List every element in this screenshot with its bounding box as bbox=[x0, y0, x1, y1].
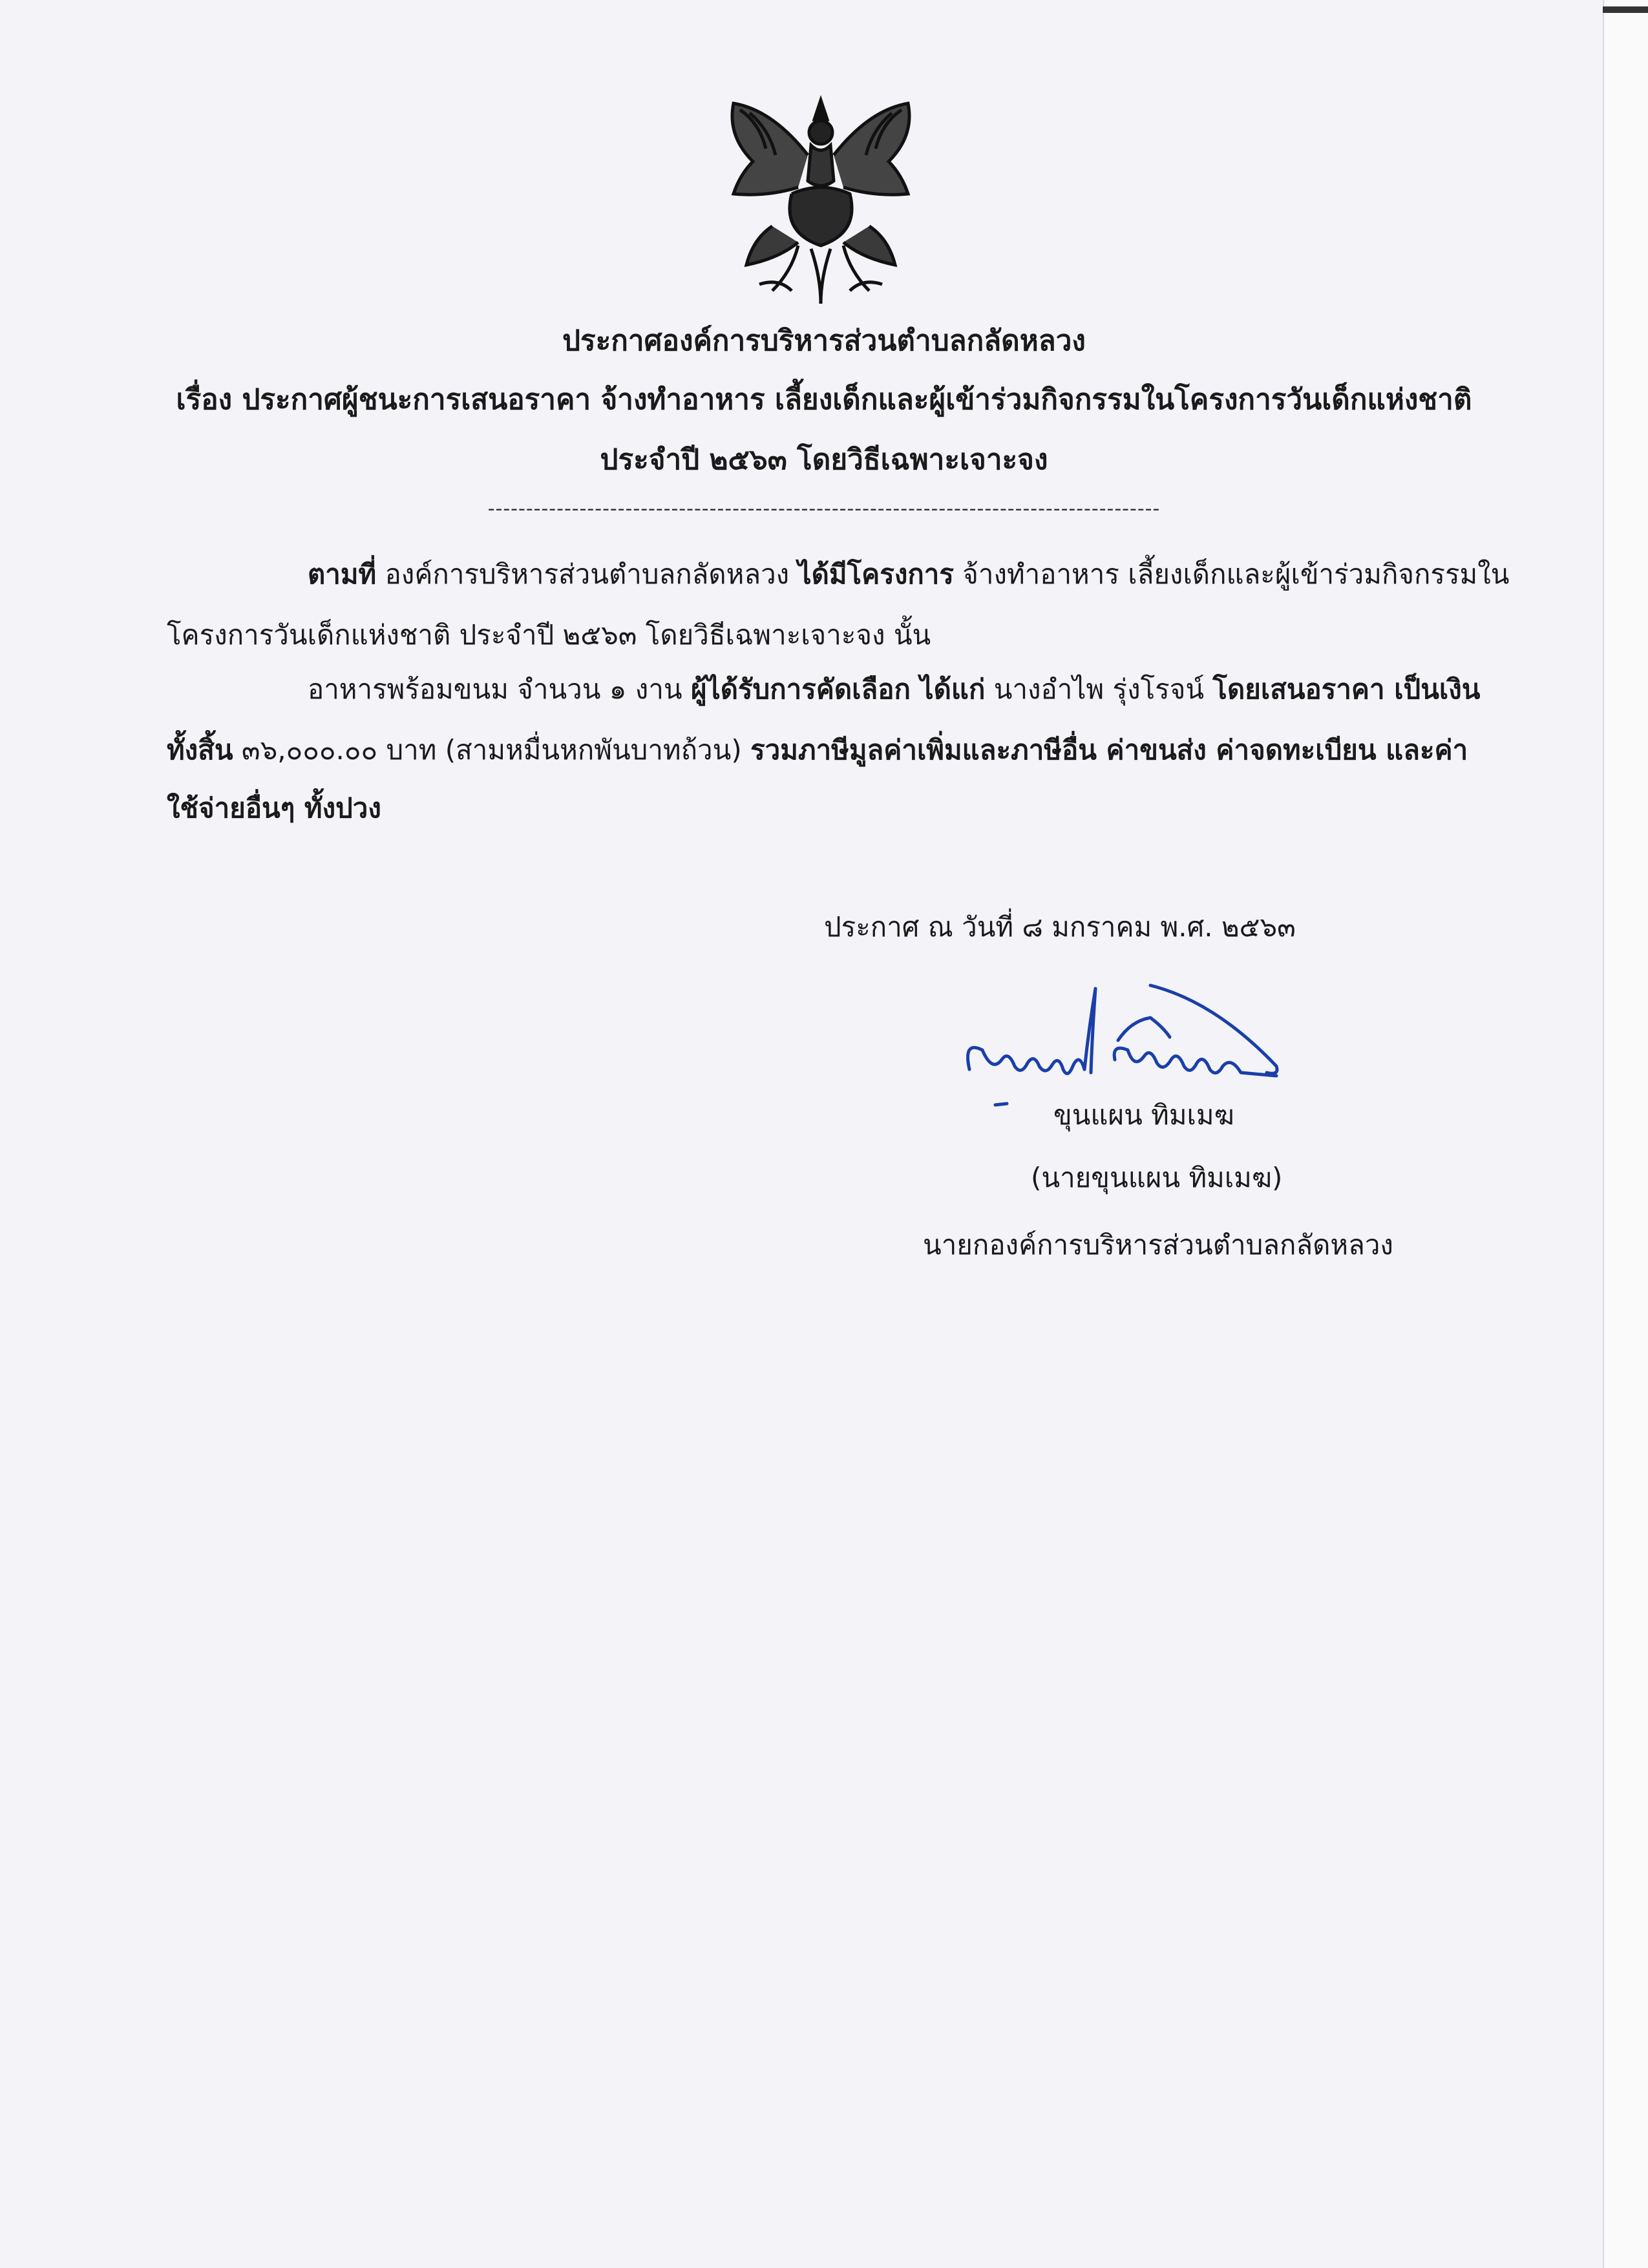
p2-line2b: ๓๖,๐๐๐.๐๐ บาท (สามหมื่นหกพันบาทถ้วน) bbox=[233, 734, 751, 766]
divider-line: ---------------------------------------------------------------------------------------- bbox=[487, 498, 1161, 520]
signer-full-name: (นายขุนแผน ทิมเมฆ) bbox=[1031, 1162, 1283, 1193]
p2-text-a: อาหารพร้อมขนม จำนวน ๑ งาน bbox=[308, 673, 691, 705]
announcement-title: ประกาศองค์การบริหารส่วนตำบลกลัดหลวง bbox=[562, 324, 1086, 357]
paragraph-1-line-1 bbox=[308, 553, 1613, 596]
announcement-date: ประกาศ ณ วันที่ ๘ มกราคม พ.ศ. ๒๕๖๓ bbox=[824, 911, 1296, 943]
p2-bold-line2a: ทั้งสิ้น bbox=[167, 734, 233, 766]
p2-text-c: นางอำไพ รุ่งโรจน์ bbox=[985, 673, 1213, 705]
p2-bold-b: ผู้ได้รับการคัดเลือก ได้แก่ bbox=[690, 673, 986, 705]
scan-corner-mark bbox=[1603, 6, 1648, 13]
paragraph-1-line-2: โครงการวันเด็กแห่งชาติ ประจำปี ๒๕๖๓ โดยวิธีเฉพาะเจาะจง นั้น bbox=[167, 619, 931, 651]
p2-bold-line2c: รวมภาษีมูลค่าเพิ่มและภาษีอื่น ค่าขนส่ง ค่าจดทะเบียน และค่า bbox=[750, 734, 1468, 766]
p1-bold-lead: ตามที่ bbox=[308, 558, 377, 590]
p2-bold-d: โดยเสนอราคา เป็นเงิน bbox=[1212, 673, 1481, 705]
p1-text-a: องค์การบริหารส่วนตำบลกลัดหลวง bbox=[376, 558, 798, 590]
signer-name: ขุนแผน ทิมเมฆ bbox=[1053, 1099, 1234, 1131]
p1-text-c: จ้างทำอาหาร เลี้ยงเด็กและผู้เข้าร่วมกิจกรรมใน bbox=[953, 558, 1510, 590]
announcement-subject: เรื่อง ประกาศผู้ชนะการเสนอราคา จ้างทำอาหาร เลี้ยงเด็กและผู้เข้าร่วมกิจกรรมในโครงการวันเด็กแห่งชาติ bbox=[176, 383, 1472, 416]
p1-bold-b: ได้มีโครงการ bbox=[798, 558, 954, 590]
announcement-subject-line2: ประจำปี ๒๕๖๓ โดยวิธีเฉพาะเจาะจง bbox=[600, 443, 1048, 476]
paragraph-2-line-2 bbox=[167, 729, 1472, 772]
signer-position: นายกองค์การบริหารส่วนตำบลกลัดหลวง bbox=[923, 1229, 1393, 1261]
paragraph-2-line-1 bbox=[308, 668, 1613, 711]
paragraph-2-line-3: ใช้จ่ายอื่นๆ ทั้งปวง bbox=[167, 792, 381, 824]
garuda-emblem-icon bbox=[714, 84, 927, 310]
